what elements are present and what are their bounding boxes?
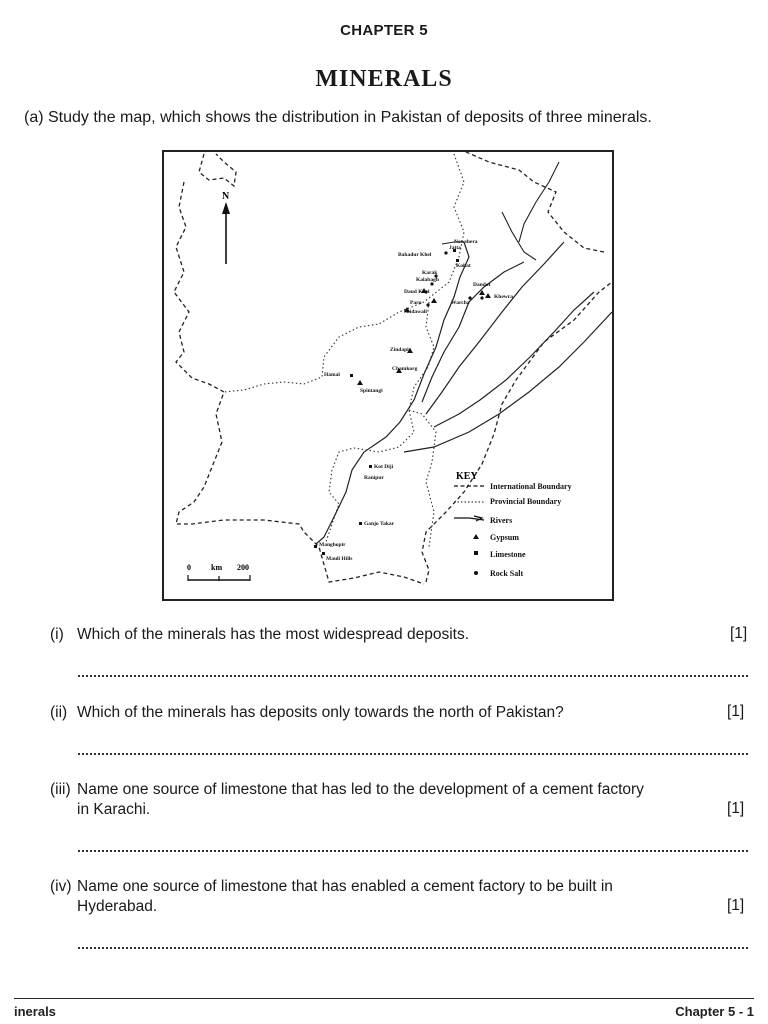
place-label: Paru bbox=[410, 300, 422, 306]
place-label: Zindapir bbox=[390, 347, 412, 353]
key-label: Rivers bbox=[490, 516, 513, 525]
scale-unit: km bbox=[211, 563, 223, 572]
question-2-number: (ii) bbox=[50, 704, 68, 721]
intro-text: (a) Study the map, which shows the distribution in Pakistan of deposits of three minerals. bbox=[24, 109, 652, 126]
answer-line-1[interactable] bbox=[78, 675, 748, 677]
question-1-marks: [1] bbox=[730, 625, 748, 642]
place-label: Warcha bbox=[451, 300, 470, 306]
map-key bbox=[454, 471, 572, 578]
question-2-text: Which of the minerals has deposits only towards the north of Pakistan? bbox=[77, 704, 564, 721]
question-3-text: Name one source of limestone that has led to the development of a cement factory bbox=[77, 781, 644, 798]
chapter-heading: CHAPTER 5 bbox=[340, 22, 428, 39]
limestone-marker bbox=[369, 465, 372, 468]
place-label: Nowshera bbox=[454, 239, 478, 245]
gypsum-marker bbox=[357, 380, 363, 385]
place-label: Kalabagh bbox=[416, 277, 439, 283]
rock-salt-marker bbox=[444, 251, 447, 254]
rock-salt-marker bbox=[480, 296, 483, 299]
place-label: Saidawali bbox=[404, 309, 427, 315]
limestone-marker bbox=[314, 545, 317, 548]
key-label: International Boundary bbox=[490, 482, 572, 491]
limestone-marker bbox=[359, 522, 362, 525]
ravi-river bbox=[434, 292, 594, 427]
place-label: Manghopir bbox=[319, 542, 346, 548]
key-label: Gypsum bbox=[490, 533, 519, 542]
question-2-marks: [1] bbox=[727, 703, 745, 720]
scale-bar bbox=[187, 563, 250, 581]
question-1-text: Which of the minerals has the most widespread deposits. bbox=[77, 626, 469, 643]
place-label: Mauli Hills bbox=[326, 556, 353, 562]
place-label: Karak bbox=[422, 270, 438, 276]
place-label: Daud Khel bbox=[404, 289, 430, 295]
place-label: Khewra bbox=[494, 294, 513, 300]
place-label: Spintangi bbox=[360, 388, 383, 394]
place-label: Ganjo Takar bbox=[364, 521, 395, 527]
place-label: Dandot bbox=[473, 282, 491, 288]
place-label: Kot Diji bbox=[374, 464, 394, 470]
pakistan-minerals-map bbox=[162, 150, 614, 601]
key-title: KEY bbox=[456, 471, 478, 482]
footer-right: Chapter 5 - 1 bbox=[675, 1004, 754, 1019]
place-label: Jatta bbox=[449, 245, 461, 251]
place-label: Kohat bbox=[456, 263, 471, 269]
question-4-text: Name one source of limestone that has enabled a cement factory to be built in bbox=[77, 878, 613, 895]
key-limestone-symbol bbox=[474, 551, 478, 555]
key-rock-salt-symbol bbox=[474, 571, 478, 575]
place-label: Ranipur bbox=[364, 475, 384, 481]
gypsum-marker bbox=[485, 293, 491, 298]
provincial-boundary-3 bbox=[409, 410, 436, 547]
rock-salt-marker bbox=[426, 303, 429, 306]
footer-left: inerals bbox=[14, 1004, 56, 1019]
scale-start: 0 bbox=[187, 563, 191, 572]
answer-line-3[interactable] bbox=[78, 850, 748, 852]
page-title: MINERALS bbox=[315, 66, 453, 92]
question-4-number: (iv) bbox=[50, 878, 72, 895]
answer-line-2[interactable] bbox=[78, 753, 748, 755]
answer-line-4[interactable] bbox=[78, 947, 748, 949]
key-gypsum-symbol bbox=[473, 534, 479, 539]
gypsum-marker bbox=[431, 298, 437, 303]
question-1-number: (i) bbox=[50, 626, 64, 643]
key-label: Provincial Boundary bbox=[490, 497, 562, 506]
footer-rule bbox=[14, 998, 754, 999]
sutlej-river bbox=[404, 312, 612, 452]
scale-end: 200 bbox=[237, 563, 249, 572]
question-4-text-cont: Hyderabad. bbox=[77, 898, 158, 915]
question-4-marks: [1] bbox=[727, 897, 745, 914]
map-drawing bbox=[164, 152, 612, 599]
place-label: Chamkorg bbox=[392, 366, 418, 372]
key-river-symbol bbox=[454, 516, 484, 521]
provincial-boundary-2 bbox=[326, 302, 434, 542]
limestone-marker bbox=[456, 259, 459, 262]
limestone-marker bbox=[350, 374, 353, 377]
key-label: Rock Salt bbox=[490, 569, 524, 578]
question-3-text-cont: in Karachi. bbox=[77, 801, 151, 818]
indus-river bbox=[316, 242, 469, 544]
international-boundary bbox=[174, 154, 424, 584]
question-3-marks: [1] bbox=[727, 800, 745, 817]
limestone-marker bbox=[322, 552, 325, 555]
question-3-number: (iii) bbox=[50, 781, 71, 798]
north-label: N bbox=[222, 191, 230, 202]
north-arrow-icon bbox=[222, 202, 230, 214]
international-boundary-east bbox=[422, 152, 612, 582]
place-label: Bahadur Khel bbox=[398, 252, 432, 258]
kabul-river bbox=[442, 212, 536, 260]
place-label: Hamal bbox=[324, 372, 340, 378]
key-label: Limestone bbox=[490, 550, 526, 559]
